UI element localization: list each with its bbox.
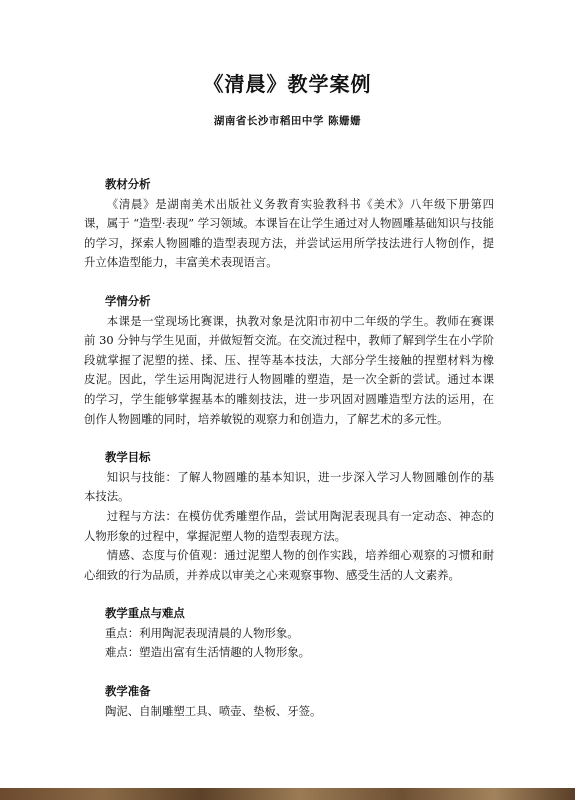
section-key-points xyxy=(84,604,494,663)
text-line: 重点：利用陶泥表现清晨的人物形象。 xyxy=(105,625,299,640)
section-heading: 教学准备 xyxy=(105,684,151,699)
paragraph: 过程与方法：在模仿优秀雕塑作品，尝试用陶泥表现具有一定动态、神态的人物形象的过程中，掌握泥塑人物的造型表现方法。 xyxy=(84,508,494,543)
section-heading: 学情分析 xyxy=(105,293,151,308)
section-teaching-goals xyxy=(84,448,494,585)
section-heading: 教材分析 xyxy=(105,177,151,191)
bottom-texture-strip xyxy=(0,788,575,800)
paragraph: 情感、态度与价值观：通过泥塑人物的创作实践，培养细心观察的习惯和耐心细致的行为品质，并养成以审美之心来观察事物、感受生活的人文素养。 xyxy=(84,548,494,582)
section-textbook-analysis xyxy=(84,175,494,273)
section-preparation xyxy=(84,682,494,721)
author-line: 湖南省长沙市稻田中学 陈姗姗 xyxy=(213,115,362,127)
section-student-analysis xyxy=(84,292,494,429)
document-body xyxy=(84,175,494,740)
page-title: 《清晨》教学案例 xyxy=(203,72,372,96)
paragraph: 本课是一堂现场比赛课，执教对象是沈阳市初中二年级的学生。教师在赛课前 30 分钟与学生见面，并做短暂交流。在交流过程中，教师了解到学生在小学阶段就掌握了泥塑的搓、揉、压、捏等基本技法，大部分学生接触的捏塑材料为橡皮泥。因此，学生运用陶泥进行人物圆雕的塑造，是一次全新的尝试。通过本课的学习，学生能够掌握基本的雕刻技法，进一步巩固对圆雕造型方法的运用，在创作人物圆雕的同时，培养敏锐的观察力和创造力，了解艺术的多元性。 xyxy=(84,313,494,426)
text-line: 难点：塑造出富有生活情趣的人物形象。 xyxy=(105,645,311,660)
text-line: 陶泥、自制雕塑工具、喷壶、垫板、牙签。 xyxy=(105,703,322,718)
section-heading: 教学重点与难点 xyxy=(105,606,185,621)
paragraph: 知识与技能：了解人物圆雕的基本知识，进一步深入学习人物圆雕创作的基本技法。 xyxy=(84,469,494,504)
section-heading: 教学目标 xyxy=(105,450,151,465)
paragraph: 《清晨》是湖南美术出版社义务教育实验教科书《美术》八年级下册第四课，属于 “造型·表现” 学习领域。本课旨在让学生通过对人物圆雕基础知识与技能的学习，探索人物圆雕的造型表现方法，并尝试运用所学技法进行人物创作，提升立体造型能力，丰富美术表现语言。 xyxy=(84,196,494,270)
